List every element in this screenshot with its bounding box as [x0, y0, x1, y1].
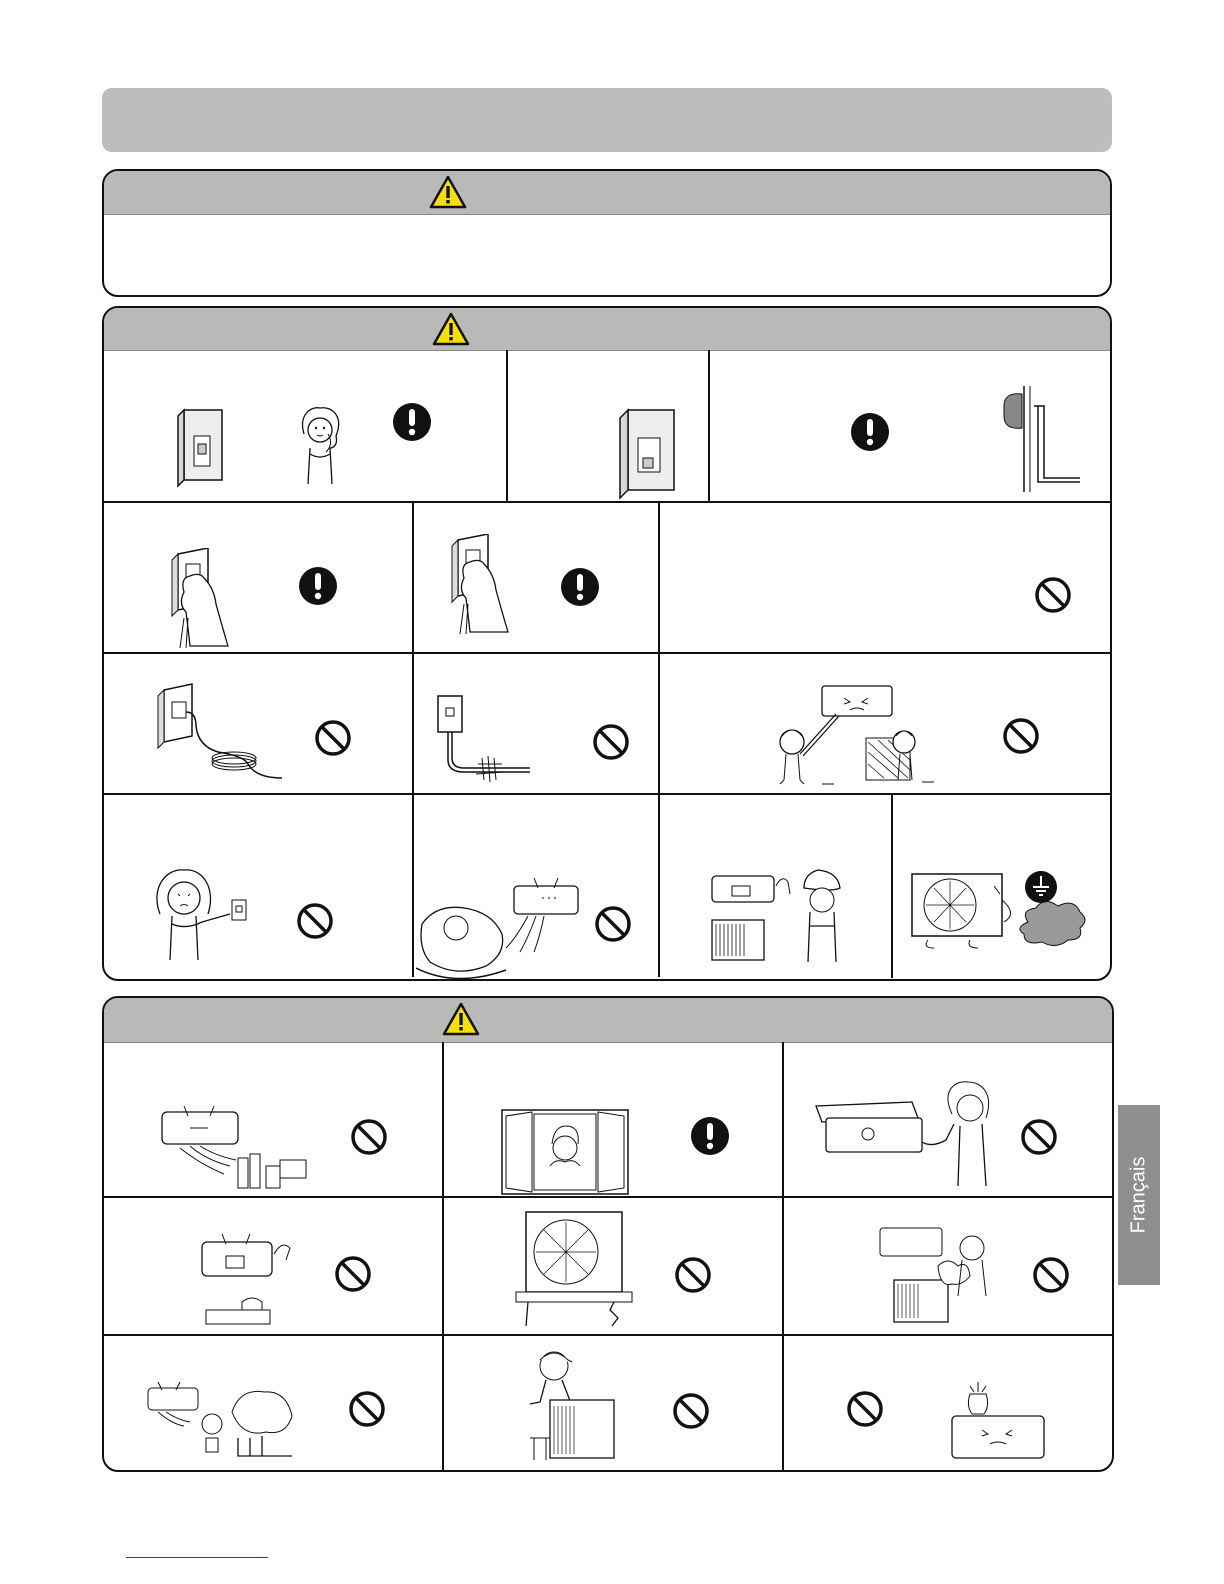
notice-box-1-header: [104, 171, 1110, 215]
ground-icon: [1024, 870, 1058, 904]
page-title-bar: [102, 88, 1112, 152]
circuit-breaker-illustration: [176, 408, 228, 488]
prohibition-icon: [674, 1256, 712, 1294]
outdoor-unit-with-plants-illustration: [878, 1226, 998, 1328]
indoor-outdoor-units-person-illustration: [708, 866, 854, 966]
language-tab-label: Français: [1127, 1156, 1150, 1234]
ac-with-bottles-illustration: [160, 1104, 310, 1194]
caution-box: [102, 996, 1114, 1472]
prohibition-icon: [672, 1392, 710, 1430]
baby-under-ac-illustration: [416, 868, 596, 981]
notice-box-1: [102, 169, 1112, 297]
outdoor-unit-grounding-illustration: [908, 866, 1088, 966]
prohibition-icon: [350, 1118, 388, 1156]
exclamation-circle-icon: [392, 402, 432, 442]
open-window-illustration: [500, 1108, 630, 1196]
person-opening-unit-illustration: [812, 1078, 1002, 1190]
prohibition-icon: [314, 719, 352, 757]
footer-link-underline: [126, 1557, 268, 1558]
prohibition-icon: [594, 905, 632, 943]
coiled-power-cord-illustration: [148, 682, 284, 782]
prohibition-icon: [592, 723, 630, 761]
exclamation-circle-icon: [298, 566, 338, 606]
warning-triangle-icon: [442, 1002, 480, 1036]
exclamation-circle-icon: [690, 1116, 730, 1156]
prohibition-icon: [846, 1390, 884, 1428]
warning-box: [102, 306, 1112, 981]
vase-on-indoor-unit-illustration: [950, 1378, 1046, 1462]
children-poking-unit-illustration: [772, 684, 948, 790]
exclamation-circle-icon: [560, 567, 600, 607]
hand-unplugging-illustration: [444, 534, 514, 634]
person-on-phone-illustration: [290, 404, 350, 488]
wall-outlet-pipe-illustration: [1000, 386, 1084, 494]
prohibition-icon: [1034, 576, 1072, 614]
prohibition-icon: [334, 1255, 372, 1293]
warning-triangle-icon: [429, 175, 467, 209]
caution-box-header: [104, 998, 1112, 1043]
damaged-cord-illustration: [434, 692, 534, 788]
ac-above-stove-illustration: [198, 1224, 328, 1332]
outdoor-unit-collapsing-illustration: [514, 1206, 634, 1330]
exclamation-circle-icon: [850, 412, 890, 452]
hand-unplugging-illustration: [164, 548, 234, 648]
ac-blowing-on-plants-illustration: [146, 1376, 296, 1460]
prohibition-icon: [348, 1390, 386, 1428]
circuit-breaker-illustration: [616, 408, 678, 500]
warning-triangle-icon: [432, 312, 470, 346]
prohibition-icon: [1032, 1256, 1070, 1294]
prohibition-icon: [1020, 1118, 1058, 1156]
language-tab[interactable]: [1118, 1105, 1160, 1285]
warning-box-header: [104, 308, 1110, 351]
child-climbing-unit-illustration: [526, 1346, 618, 1460]
person-near-outlet-illustration: [146, 864, 256, 964]
prohibition-icon: [296, 902, 334, 940]
prohibition-icon: [1002, 717, 1040, 755]
